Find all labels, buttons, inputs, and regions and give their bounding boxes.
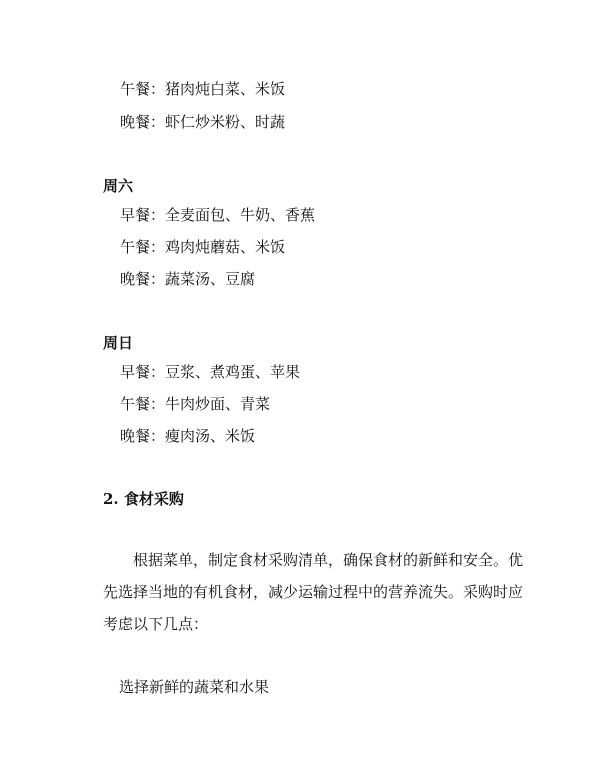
sunday-dinner: 晚餐：瘦肉汤、米饭 [120, 427, 256, 445]
section-heading-food-procurement: 2. 食材采购 [103, 490, 184, 508]
saturday-heading: 周六 [103, 177, 134, 195]
friday-dinner: 晚餐：虾仁炒米粉、时蔬 [120, 113, 286, 131]
sunday-breakfast: 早餐：豆浆、煮鸡蛋、苹果 [120, 363, 301, 381]
sunday-heading: 周日 [103, 334, 134, 352]
sunday-lunch: 午餐：牛肉炒面、青菜 [120, 395, 271, 413]
saturday-lunch: 午餐：鸡肉炖蘑菇、米饭 [120, 238, 286, 256]
saturday-dinner: 晚餐：蔬菜汤、豆腐 [120, 270, 256, 288]
friday-lunch: 午餐：猪肉炖白菜、米饭 [120, 80, 286, 98]
procurement-paragraph: 根据菜单，制定食材采购清单，确保食材的新鲜和安全。优先选择当地的有机食材，减少运输过程中的营养流失。采购时应考虑以下几点： [103, 551, 524, 633]
procurement-point-1: 选择新鲜的蔬菜和水果 [119, 678, 270, 696]
saturday-breakfast: 早餐：全麦面包、牛奶、香蕉 [120, 206, 316, 224]
